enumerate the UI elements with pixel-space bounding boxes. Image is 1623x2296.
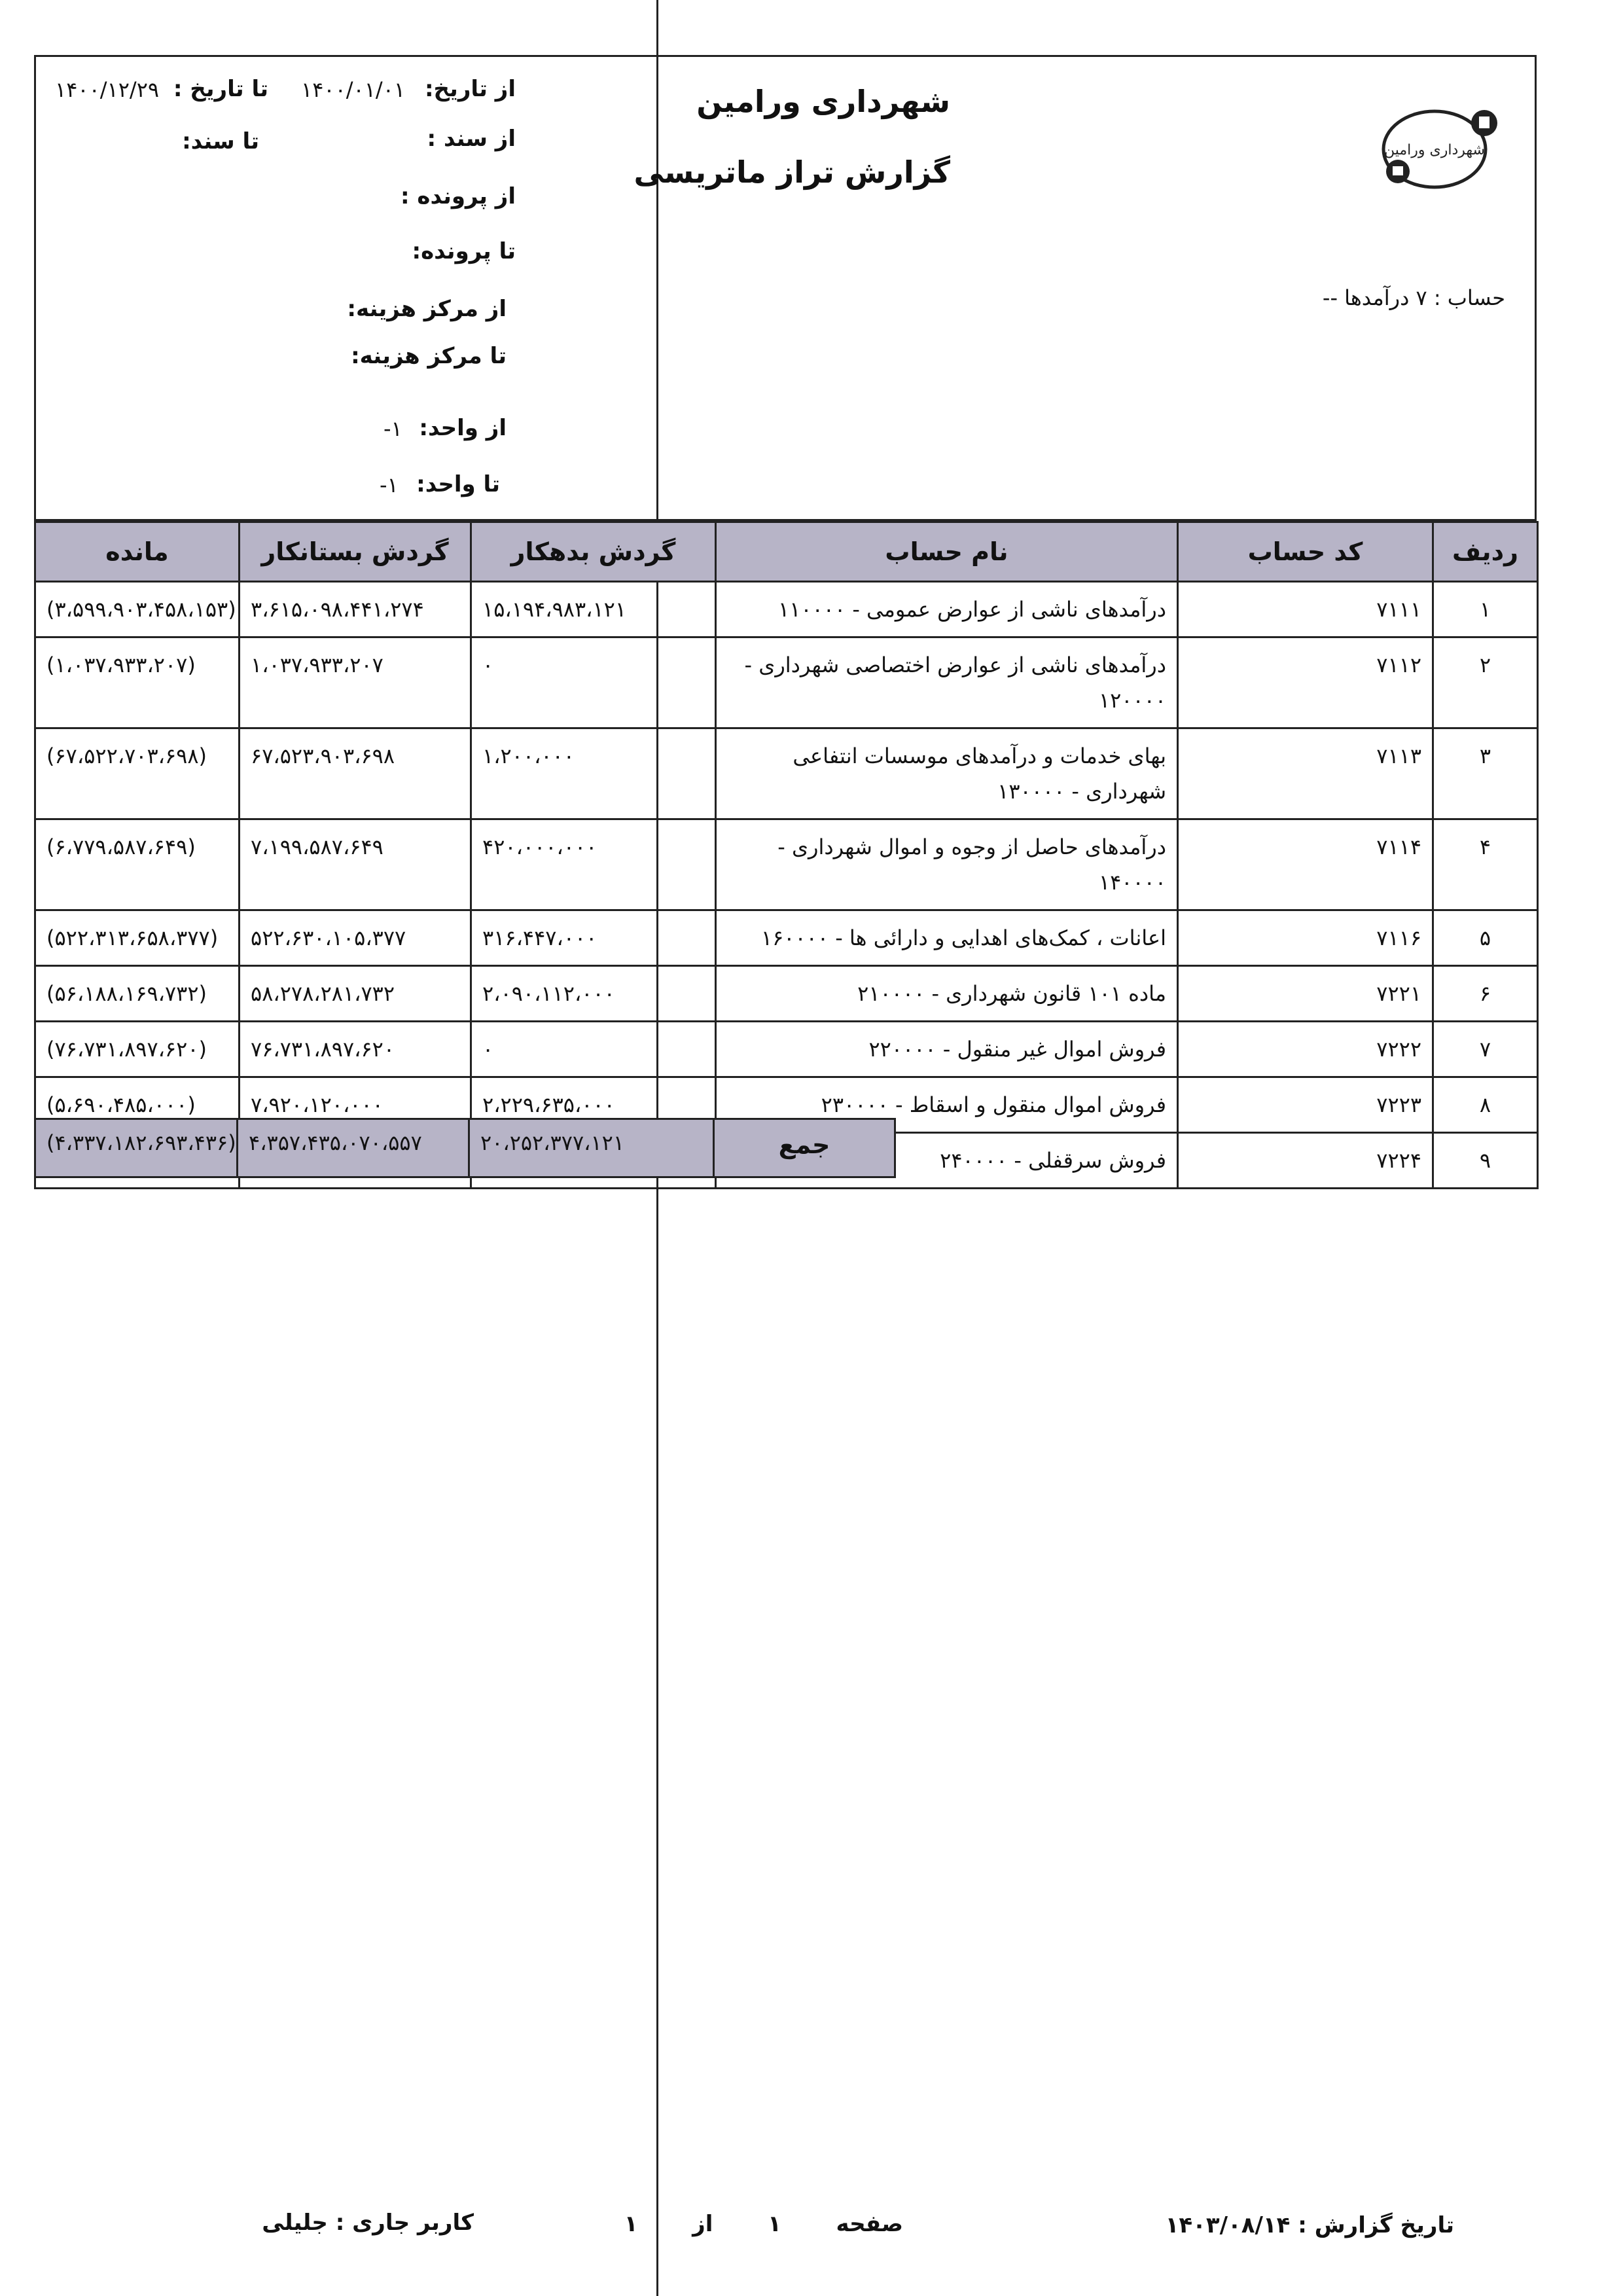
balance-value: (۳،۵۹۹،۹۰۳،۴۵۸،۱۵۳): [35, 582, 240, 637]
debit-value: ۱،۲۰۰،۰۰۰: [471, 728, 716, 819]
table-row: [35, 637, 1538, 728]
account-code: ۷۲۲۲: [1178, 1022, 1433, 1077]
col-header-account-name: نام حساب: [716, 522, 1178, 582]
balance-value: (۵۶،۱۸۸،۱۶۹،۷۳۲): [35, 966, 240, 1022]
col-header-row-no: ردیف: [1433, 522, 1538, 582]
row-number: ۶: [1433, 966, 1538, 1022]
page-label: صفحه: [836, 2211, 903, 2237]
account-code: ۷۲۲۳: [1178, 1077, 1433, 1133]
to-date-label: تا تاریخ :: [173, 76, 268, 102]
account-name: فروش اموال غیر منقول - ۲۲۰۰۰۰: [716, 1022, 1178, 1077]
to-date-value: ۱۴۰۰/۱۲/۲۹: [55, 77, 160, 102]
row-number: ۸: [1433, 1077, 1538, 1133]
total-label: جمع: [713, 1118, 896, 1178]
from-unit-value: -۱: [383, 416, 402, 441]
account-filter: [1323, 285, 1505, 310]
to-doc-label: تا سند:: [182, 128, 259, 154]
municipality-logo-icon: [1374, 98, 1499, 196]
credit-value: ۵۸،۲۷۸،۲۸۱،۷۳۲: [240, 966, 471, 1022]
total-debit: ۲۰،۲۵۲،۳۷۷،۱۲۱: [468, 1118, 715, 1178]
current-user-label: کاربر جاری :: [335, 2210, 474, 2236]
debit-value: ۲،۲۲۹،۶۳۵،۰۰۰: [471, 1077, 716, 1133]
total-balance: (۴،۳۳۷،۱۸۲،۶۹۳،۴۳۶): [34, 1118, 238, 1178]
table-row: [35, 966, 1538, 1022]
row-number: ۱: [1433, 582, 1538, 637]
row-number: ۷: [1433, 1022, 1538, 1077]
account-code: ۷۱۱۱: [1178, 582, 1433, 637]
credit-value: ۶۷،۵۲۳،۹۰۳،۶۹۸: [240, 728, 471, 819]
balance-value: (۷۶،۷۳۱،۸۹۷،۶۲۰): [35, 1022, 240, 1077]
credit-value: ۳،۶۱۵،۰۹۸،۴۴۱،۲۷۴: [240, 582, 471, 637]
debit-value: ۳۱۶،۴۴۷،۰۰۰: [471, 910, 716, 966]
row-number: ۳: [1433, 728, 1538, 819]
account-code: ۷۲۲۴: [1178, 1133, 1433, 1189]
from-cost-center-label: از مرکز هزینه:: [347, 296, 507, 322]
from-unit-label: از واحد:: [419, 415, 507, 441]
debit-value: ۰: [471, 637, 716, 728]
row-number: ۴: [1433, 819, 1538, 910]
to-unit-label: تا واحد:: [416, 471, 500, 497]
matrix-balance-table: [34, 521, 1539, 1189]
balance-value: (۵،۶۹۰،۴۸۵،۰۰۰): [35, 1077, 240, 1133]
account-code: ۷۲۲۱: [1178, 966, 1433, 1022]
balance-value: (۱،۰۳۷،۹۳۳،۲۰۷): [35, 637, 240, 728]
debit-value: ۱۵،۱۹۴،۹۸۳،۱۲۱: [471, 582, 716, 637]
col-header-account-code: کد حساب: [1178, 522, 1433, 582]
col-header-credit: گردش بستانکار: [240, 522, 471, 582]
debit-value: ۲،۰۹۰،۱۱۲،۰۰۰: [471, 966, 716, 1022]
page-current: ۱: [768, 2211, 781, 2237]
org-name: شهرداری ورامین: [696, 84, 950, 119]
account-code: ۷۱۱۴: [1178, 819, 1433, 910]
to-file-label: تا پرونده:: [412, 238, 516, 264]
credit-value: ۷،۹۲۰،۱۲۰،۰۰۰: [240, 1077, 471, 1133]
debit-value: ۴۲۰،۰۰۰،۰۰۰: [471, 819, 716, 910]
from-date-value: ۱۴۰۰/۰۱/۰۱: [301, 77, 406, 102]
row-number: ۹: [1433, 1133, 1538, 1189]
account-code: ۷۱۱۶: [1178, 910, 1433, 966]
account-label: حساب :: [1433, 285, 1505, 310]
page-indicator: [624, 2211, 903, 2237]
balance-value: (۵۲۲،۳۱۳،۶۵۸،۳۷۷): [35, 910, 240, 966]
current-user: [262, 2210, 474, 2236]
account-name: فروش اموال منقول و اسقاط - ۲۳۰۰۰۰: [716, 1077, 1178, 1133]
account-name: درآمدهای ناشی از عوارض عمومی - ۱۱۰۰۰۰: [716, 582, 1178, 637]
report-header-box: [34, 55, 1537, 521]
balance-value: (۶۷،۵۲۲،۷۰۳،۶۹۸): [35, 728, 240, 819]
account-code: ۷۱۱۳: [1178, 728, 1433, 819]
page-total: ۱: [624, 2211, 638, 2237]
account-name: درآمدهای ناشی از عوارض اختصاصی شهرداری - ۱۲۰۰۰۰: [716, 637, 1178, 728]
report-date-value: ۱۴۰۳/۰۸/۱۴: [1165, 2212, 1291, 2238]
credit-value: ۱،۰۳۷،۹۳۳،۲۰۷: [240, 637, 471, 728]
account-name: درآمدهای حاصل از وجوه و اموال شهرداری - ۱۴۰۰۰۰: [716, 819, 1178, 910]
current-user-value: جلیلی: [262, 2210, 328, 2236]
table-row: [35, 819, 1538, 910]
report-date-label: تاریخ گزارش :: [1298, 2212, 1454, 2238]
account-name: بهای خدمات و درآمدهای موسسات انتفاعی شهرداری - ۱۳۰۰۰۰: [716, 728, 1178, 819]
table-row: [35, 728, 1538, 819]
account-name: ماده ۱۰۱ قانون شهرداری - ۲۱۰۰۰۰: [716, 966, 1178, 1022]
account-name: فروش سرقفلی - ۲۴۰۰۰۰: [716, 1133, 1178, 1189]
to-unit-value: -۱: [380, 473, 399, 497]
report-date: [1166, 2212, 1454, 2238]
account-value: ۷ درآمدها --: [1322, 285, 1427, 310]
credit-value: ۵۲۲،۶۳۰،۱۰۵،۳۷۷: [240, 910, 471, 966]
to-cost-center-label: تا مرکز هزینه:: [351, 343, 507, 369]
table-row: [35, 582, 1538, 637]
report-title: گزارش تراز ماتریسی: [633, 154, 950, 190]
from-file-label: از پرونده :: [400, 183, 516, 209]
credit-value: ۷،۱۹۹،۵۸۷،۶۴۹: [240, 819, 471, 910]
table-header-row: [35, 522, 1538, 582]
from-date-label: از تاریخ:: [424, 76, 516, 102]
page-of-label: از: [692, 2211, 713, 2237]
total-credit: ۴،۳۵۷،۴۳۵،۰۷۰،۵۵۷: [236, 1118, 470, 1178]
account-code: ۷۱۱۲: [1178, 637, 1433, 728]
debit-value: ۰: [471, 1022, 716, 1077]
col-header-debit: گردش بدهکار: [471, 522, 716, 582]
logo-text: شهرداری ورامین: [1384, 142, 1485, 158]
credit-value: ۷۶،۷۳۱،۸۹۷،۶۲۰: [240, 1022, 471, 1077]
table-row: [35, 1022, 1538, 1077]
table-row: [35, 910, 1538, 966]
from-doc-label: از سند :: [427, 126, 516, 152]
row-number: ۲: [1433, 637, 1538, 728]
account-name: اعانات ، کمک‌های اهدایی و دارائی ها - ۱۶۰۰۰۰: [716, 910, 1178, 966]
col-header-balance: مانده: [35, 522, 240, 582]
balance-value: (۶،۷۷۹،۵۸۷،۶۴۹): [35, 819, 240, 910]
row-number: ۵: [1433, 910, 1538, 966]
